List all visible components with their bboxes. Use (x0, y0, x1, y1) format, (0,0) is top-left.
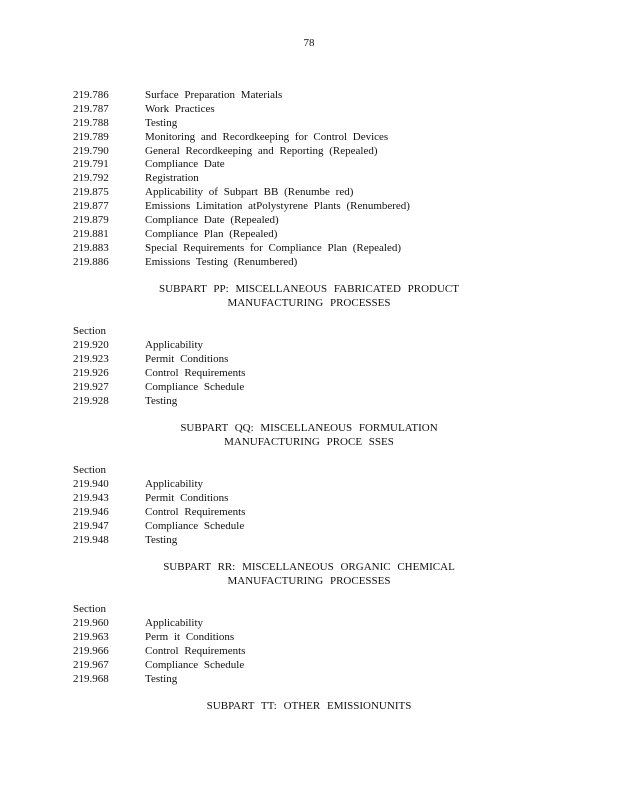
section-number: 219.881 (73, 228, 109, 240)
section-title: Control Requirements (145, 367, 246, 379)
section-number: 219.968 (73, 673, 109, 685)
section-number: 219.948 (73, 534, 109, 546)
section-number: 219.886 (73, 256, 109, 268)
section-title: Applicability (145, 617, 204, 629)
section-title: Applicability (145, 478, 204, 490)
subpart-qq-heading: SUBPART QQ: MISCELLANEOUS FORMULATION (180, 422, 438, 434)
section-title: Permit Conditions (145, 492, 229, 504)
section-number: 219.960 (73, 617, 109, 629)
section-number: 219.926 (73, 367, 109, 379)
section-label: Section (73, 464, 106, 476)
section-number: 219.875 (73, 186, 109, 198)
section-number: 219.943 (73, 492, 109, 504)
section-title: Compliance Schedule (145, 381, 245, 393)
subpart-rr-heading: SUBPART RR: MISCELLANEOUS ORGANIC CHEMICAL (163, 561, 455, 573)
section-number: 219.920 (73, 339, 109, 351)
subpart-pp-heading: SUBPART PP: MISCELLANEOUS FABRICATED PRODUCT (159, 283, 459, 295)
section-title: Testing (145, 673, 178, 685)
section-number: 219.877 (73, 200, 109, 212)
subpart-qq-heading-line2: MANUFACTURING PROCE SSES (224, 436, 394, 448)
section-number: 219.879 (73, 214, 109, 226)
section-title: Compliance Date (145, 158, 225, 170)
section-number: 219.792 (73, 172, 109, 184)
section-title: Permit Conditions (145, 353, 229, 365)
section-title: Emissions Testing (Renumbered) (145, 256, 298, 268)
section-title: Applicability (145, 339, 204, 351)
section-title: Testing (145, 534, 178, 546)
section-title: Testing (145, 117, 178, 129)
subpart-tt-heading: SUBPART TT: OTHER EMISSIONUNITS (206, 700, 412, 712)
section-number: 219.791 (73, 158, 109, 170)
section-number: 219.947 (73, 520, 109, 532)
page-number: 78 (303, 37, 315, 49)
section-number: 219.788 (73, 117, 109, 129)
section-number: 219.790 (73, 145, 109, 157)
section-title: Perm it Conditions (145, 631, 235, 643)
section-title: General Recordkeeping and Reporting (Repealed) (145, 145, 378, 157)
section-title: Work Practices (145, 103, 215, 115)
section-number: 219.967 (73, 659, 109, 671)
section-number: 219.787 (73, 103, 109, 115)
section-number: 219.927 (73, 381, 109, 393)
section-number: 219.966 (73, 645, 109, 657)
section-title: Testing (145, 395, 178, 407)
section-title: Applicability of Subpart BB (Renumbe red) (145, 186, 354, 198)
section-title: Registration (145, 172, 199, 184)
section-number: 219.928 (73, 395, 109, 407)
section-title: Surface Preparation Materials (145, 89, 283, 101)
section-number: 219.883 (73, 242, 109, 254)
subpart-rr-heading-line2: MANUFACTURING PROCESSES (227, 575, 391, 587)
section-title: Emissions Limitation atPolystyrene Plants (Renumbered) (145, 200, 410, 212)
section-title: Control Requirements (145, 506, 246, 518)
section-title: Monitoring and Recordkeeping for Control Devices (145, 131, 389, 143)
section-title: Control Requirements (145, 645, 246, 657)
section-label: Section (73, 325, 106, 337)
section-label: Section (73, 603, 106, 615)
section-number: 219.946 (73, 506, 109, 518)
section-title: Compliance Schedule (145, 659, 245, 671)
section-title: Compliance Schedule (145, 520, 245, 532)
section-number: 219.786 (73, 89, 109, 101)
subpart-pp-heading-line2: MANUFACTURING PROCESSES (227, 297, 391, 309)
section-number: 219.923 (73, 353, 109, 365)
section-title: Special Requirements for Compliance Plan (Repealed) (145, 242, 402, 254)
section-title: Compliance Date (Repealed) (145, 214, 279, 226)
section-number: 219.963 (73, 631, 109, 643)
section-number: 219.940 (73, 478, 109, 490)
section-number: 219.789 (73, 131, 109, 143)
section-title: Compliance Plan (Repealed) (145, 228, 278, 240)
